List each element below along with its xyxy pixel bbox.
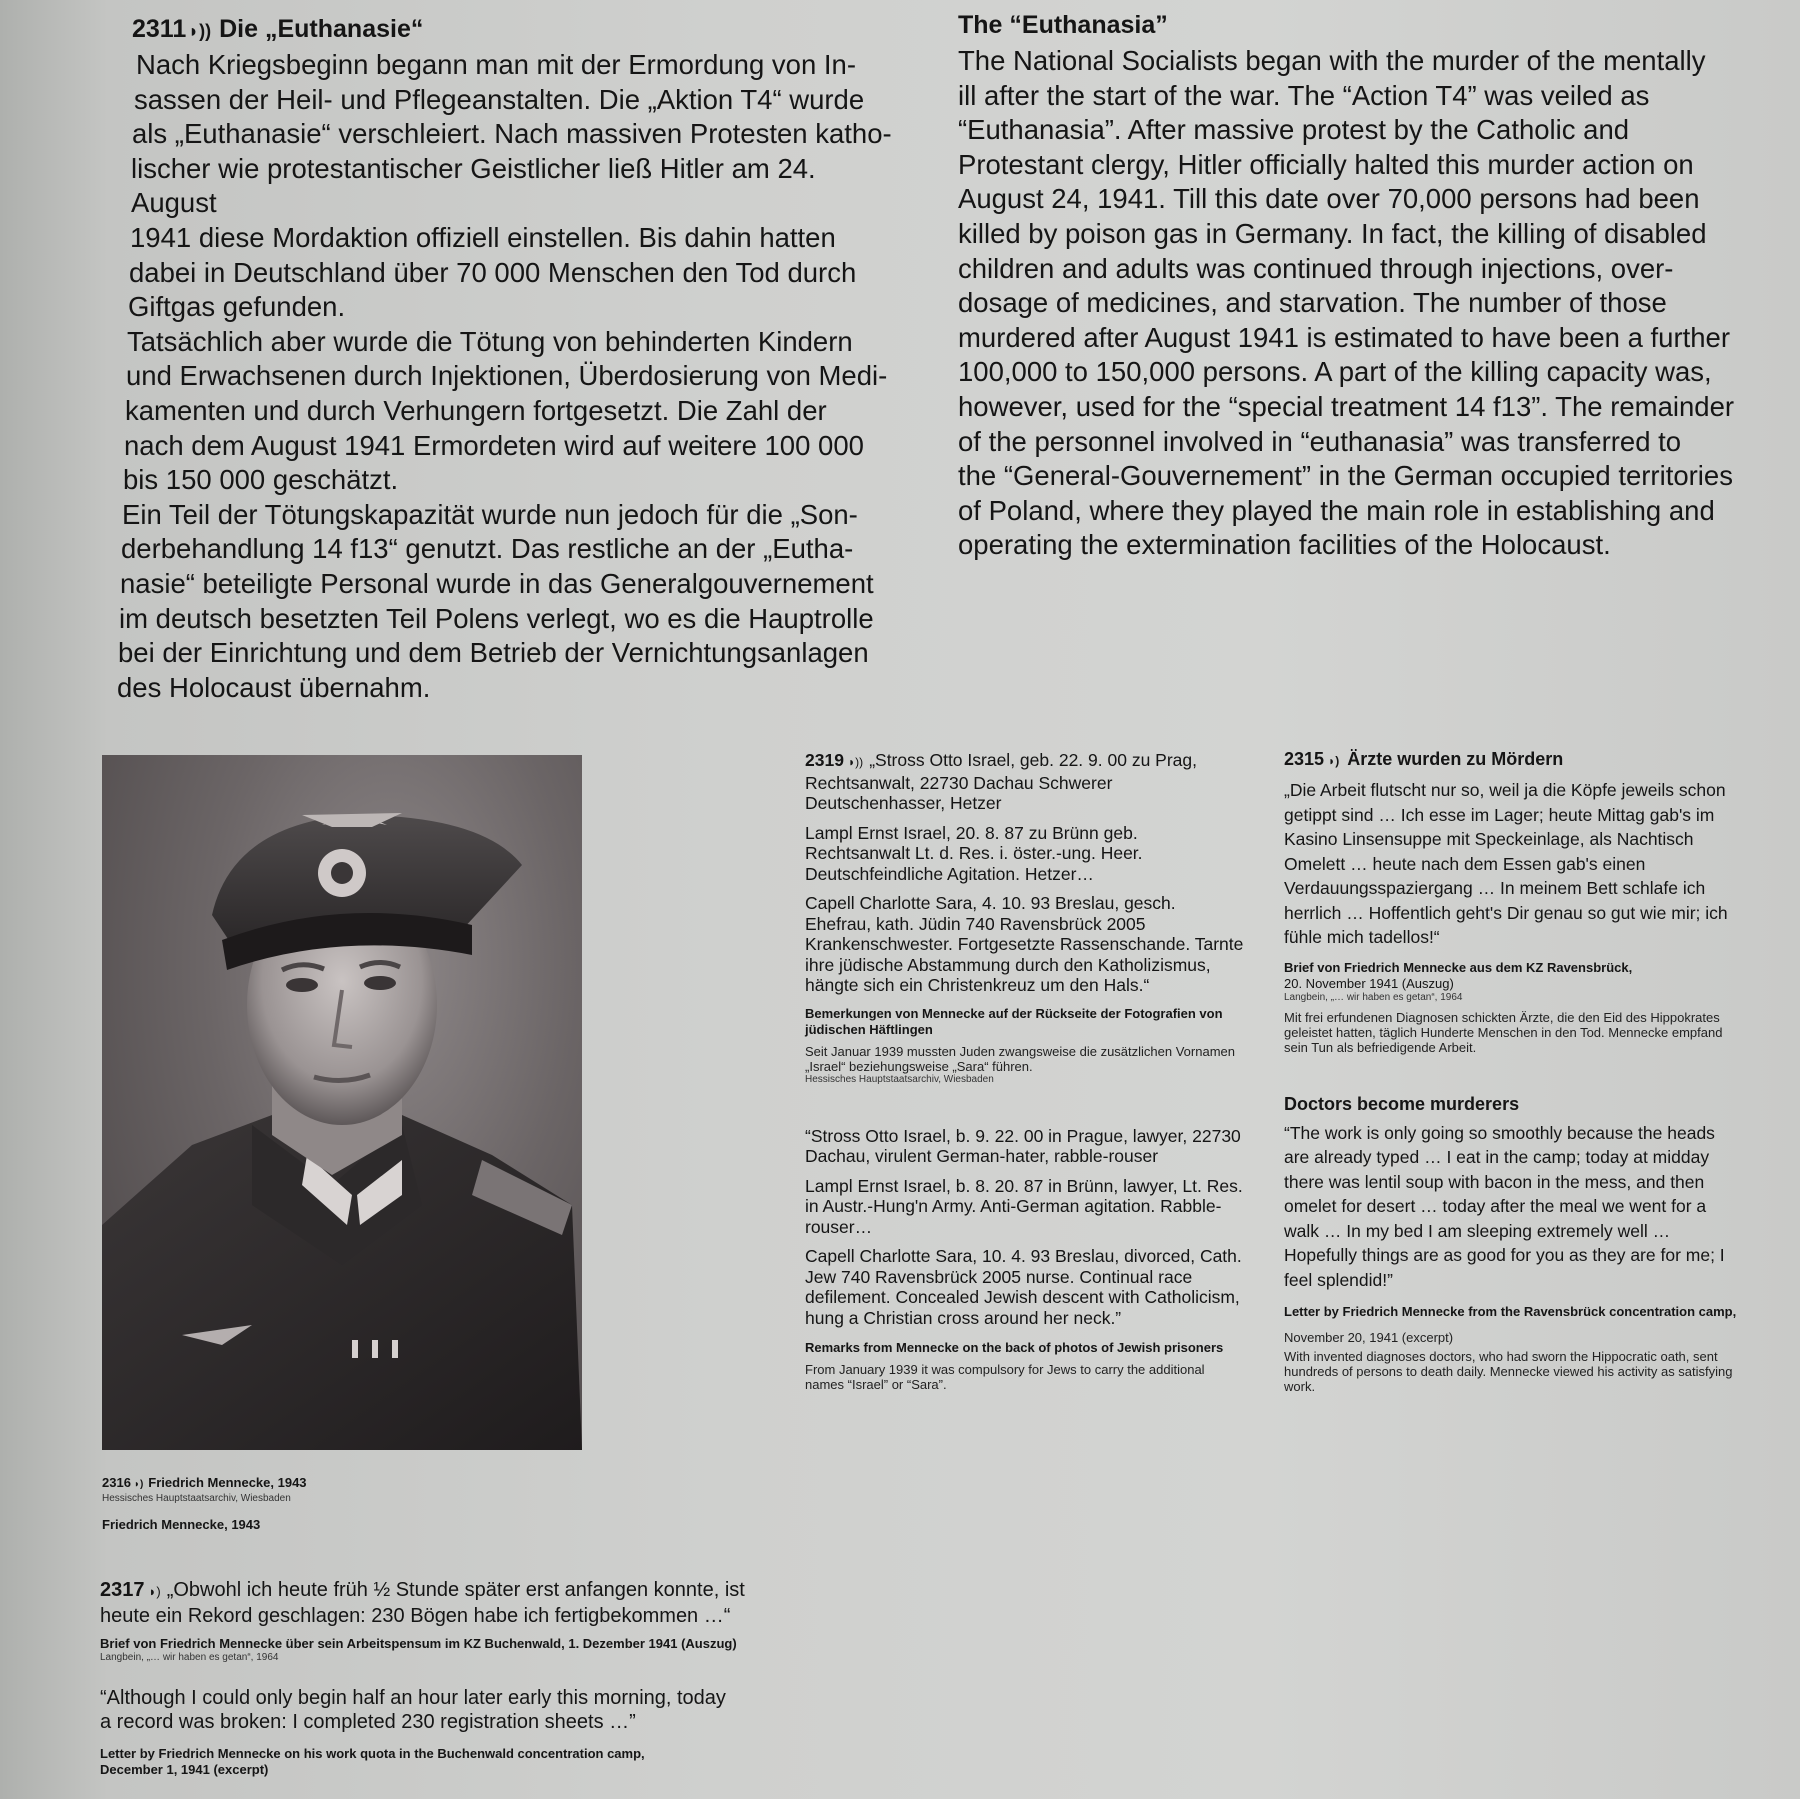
text-line: als „Euthanasie“ verschleiert. Nach massiven Protesten katho- [132,118,892,150]
text-line: the “General-Gouvernement” in the German occupied territories [958,460,1733,492]
quote-2319 [805,750,1245,1392]
caption-title: Friedrich Mennecke, 1943 [148,1475,307,1490]
quote-de-caption: Brief von Friedrich Mennecke über sein Arbeitspensum im KZ Buchenwald, 1. Dezember 1941 (Auszug) [100,1636,737,1651]
german-section-header [132,14,892,46]
quote-en-caption: Letter by Friedrich Mennecke from the Ravensbrück concentration camp, [1284,1304,1737,1319]
exhibit-number: 2316 [102,1475,131,1490]
audio-icon: ◗)) [188,21,212,41]
audio-icon: ◗) [133,1479,144,1490]
text-line: August 24, 1941. Till this date over 70,000 persons had been [958,183,1700,215]
quote-en-line: a record was broken: I completed 230 registration sheets …” [100,1711,636,1733]
quote-de-paragraph [805,750,1245,814]
caption-header [102,1475,582,1493]
portrait-photo [102,755,582,1450]
quote-en-caption: Letter by Friedrich Mennecke on his work quota in the Buchenwald concentration camp, [100,1746,645,1761]
text-line: killed by poison gas in Germany. In fact, the killing of disabled [958,217,1707,249]
quote-de-text: „Die Arbeit flutscht nur so, weil ja die Köpfe jeweils schon getippt sind … Ich esse im Lager; heute Mittag gab's im Kasino Linsensuppe mit Speckeinlage, als Nachtisch Omelett … heute nach dem Essen gab's einen Verdauungsspaziergang … In meinem Bett schlafe ich herrlich … Hoffentlich geht's Dir genau so gut wie mir; ich fühle mich tadellos!“ [1284,780,1728,947]
quote-de-source: Langbein, „… wir haben es getan“, 1964 [100,1652,279,1663]
exhibit-number: 2319 [805,750,844,770]
text-line: of Poland, where they played the main role in establishing and [958,494,1715,526]
quote-en-text: “The work is only going so smoothly because the heads are already typed … I eat in the camp; today at midday there was lentil soup with bacon in the mess, and then omelet for desert … today after the meal we went for a walk … In my bed I am sleeping extremely well … Hopefully things are as good for you as they are for me; I feel splendid!” [1284,1122,1725,1290]
text-line: murdered after August 1941 is estimated to have been a further [958,321,1731,353]
text-line: operating the extermination facilities of the Holocaust. [958,529,1611,561]
quote-2317 [100,1578,800,1778]
german-intro-section [117,14,892,705]
quote-en-note: From January 1939 it was compulsory for Jews to carry the additional names “Israel” or “Sara”. [805,1362,1205,1392]
quote-en-caption: Remarks from Mennecke on the back of photos of Jewish prisoners [805,1340,1224,1355]
quote-de-text: „Stross Otto Israel, geb. 22. 9. 00 zu Prag, Rechtsanwalt, 22730 Dachau Schwerer Deutschenhasser, Hetzer [805,750,1197,813]
quote-en-paragraph: Lampl Ernst Israel, b. 8. 20. 87 in Brünn, lawyer, Lt. Res. in Austr.-Hung'n Army. Anti-German agitation. Rabble-rouser… [805,1175,1243,1237]
audio-icon: ◗) [148,1584,161,1599]
quote-en-caption: November 20, 1941 (excerpt) [1284,1330,1454,1345]
quote-title-de: Ärzte wurden zu Mördern [1347,749,1564,769]
english-section-title: The “Euthanasia” [958,11,1168,39]
text-line: dosage of medicines, and starvation. The number of those [958,287,1667,319]
text-line: und Erwachsenen durch Injektionen, Überdosierung von Medi- [126,360,888,392]
quote-de-caption: Bemerkungen von Mennecke auf der Rückseite der Fotografien von jüdischen Häftlingen [805,1005,1223,1037]
quote-de-caption: Brief von Friedrich Mennecke aus dem KZ Ravensbrück, [1284,959,1633,975]
caption-source: Hessisches Hauptstaatsarchiv, Wiesbaden [102,1493,291,1504]
quote-en-paragraph: Capell Charlotte Sara, 10. 4. 93 Breslau, divorced, Cath. Jew 740 Ravensbrück 2005 nurse. Continual race defilement. Concealed Jewish descent with Catholicism, hung a Christian cross around her neck.” [805,1246,1242,1328]
quote-en-note: With invented diagnoses doctors, who had sworn the Hippocratic oath, sent hundreds of persons to death daily. Mennecke viewed his activity as satisfying work. [1284,1349,1733,1394]
text-line: bis 150 000 geschätzt. [123,464,399,496]
text-line: im deutsch besetzten Teil Polens verlegt, wo es die Hauptrolle [119,602,874,634]
text-line: 1941 diese Mordaktion offiziell einstellen. Bis dahin hatten [130,221,836,253]
quote-en-caption: December 1, 1941 (excerpt) [100,1762,269,1777]
text-line: however, used for the “special treatment 14 f13”. The remainder [958,390,1735,422]
quote-de-caption: 20. November 1941 (Auszug) [1284,975,1454,991]
quote-de [100,1578,800,1604]
quote-en-line: “Although I could only begin half an hour later early this morning, today [100,1687,726,1709]
english-body-text [958,44,1758,563]
exhibit-number: 2311 [132,15,187,43]
text-line: nasie“ beteiligte Personal wurde in das Generalgouvernement [120,567,874,599]
text-line: Ein Teil der Tötungskapazität wurde nun jedoch für die „Son- [122,498,858,530]
audio-icon: ◗) [1328,754,1340,768]
quote-de-line: „Obwohl ich heute früh ½ Stunde später erst anfangen konnte, ist [166,1579,745,1601]
text-line: kamenten und durch Verhungern fortgesetzt. Die Zahl der [125,394,827,426]
officer-portrait-illustration [102,755,582,1450]
quote-de-source: Langbein, „… wir haben es getan“, 1964 [1284,991,1463,1003]
text-line: Tatsächlich aber wurde die Tötung von behinderten Kindern [127,325,853,357]
text-line: dabei in Deutschland über 70 000 Menschen den Tod durch [129,256,857,288]
text-line: bei der Einrichtung und dem Betrieb der Vernichtungsanlagen [118,637,869,669]
text-line: lischer wie protestantischer Geistlicher ließ Hitler am 24. August [131,152,816,219]
quote-de-note: Seit Januar 1939 mussten Juden zwangsweise die zusätzlichen Vornamen „Israel“ beziehungsweise „Sara“ führen. [805,1043,1235,1074]
text-line: nach dem August 1941 Ermordeten wird auf weitere 100 000 [124,429,864,461]
text-line: ill after the start of the war. The “Action T4” was veiled as [958,79,1650,111]
quote-de-note: Mit frei erfundenen Diagnosen schickten Ärzte, die den Eid des Hippokrates geleistet hatten, täglich Hunderte Menschen in den Tod. Mennecke empfand sein Tun als befriedigende Arbeit. [1284,1009,1723,1055]
photo-caption [102,1475,582,1533]
text-line: des Holocaust übernahm. [117,671,431,703]
audio-icon: ◗)) [847,755,864,769]
quote-2315 [1284,748,1744,1394]
quote-title-en: Doctors become murderers [1284,1093,1520,1114]
text-line: “Euthanasia”. After massive protest by the Catholic and [958,114,1630,146]
quote-de-paragraph: Capell Charlotte Sara, 4. 10. 93 Breslau, gesch. Ehefrau, kath. Jüdin 740 Ravensbrück 2005 Krankenschwester. Fortgesetzte Rassenschande. Tarnte ihre jüdische Abstammung durch den Katholizismus, hängte sich ein Christenkreuz um den Hals.“ [805,893,1244,995]
caption-english: Friedrich Mennecke, 1943 [102,1517,261,1532]
quote-de-paragraph: Lampl Ernst Israel, 20. 8. 87 zu Brünn geb. Rechtsanwalt Lt. d. Res. i. öster.-ung. Heer. Deutschfeindliche Agitation. Hetzer… [805,822,1143,884]
english-intro-section [958,10,1758,563]
text-line: Giftgas gefunden. [128,291,346,323]
text-line: sassen der Heil- und Pflegeanstalten. Die „Aktion T4“ wurde [134,83,865,115]
quote-de-line: heute ein Rekord geschlagen: 230 Bögen habe ich fertigbekommen …“ [100,1605,731,1627]
quote-de-source: Hessisches Hauptstaatsarchiv, Wiesbaden [805,1073,994,1085]
text-line: children and adults was continued through injections, over- [958,252,1674,284]
text-line: The National Socialists began with the murder of the mentally [958,45,1706,76]
text-line: derbehandlung 14 f13“ genutzt. Das restliche an der „Eutha- [121,533,854,565]
german-section-title: Die „Euthanasie“ [219,15,424,43]
quote-en-paragraph: “Stross Otto Israel, b. 9. 22. 00 in Prague, lawyer, 22730 Dachau, virulent German-hater, rabble-rouser [805,1125,1241,1166]
text-line: Nach Kriegsbeginn begann man mit der Ermordung von In- [136,49,856,80]
exhibit-number: 2315 [1284,749,1325,769]
text-line: of the personnel involved in “euthanasia” was transferred to [958,425,1682,457]
text-line: Protestant clergy, Hitler officially halted this murder action on [958,148,1694,180]
exhibit-number: 2317 [100,1579,145,1601]
quote-2315-header [1284,748,1744,772]
text-line: 100,000 to 150,000 persons. A part of the killing capacity was, [958,356,1712,388]
german-body-text [117,48,892,705]
